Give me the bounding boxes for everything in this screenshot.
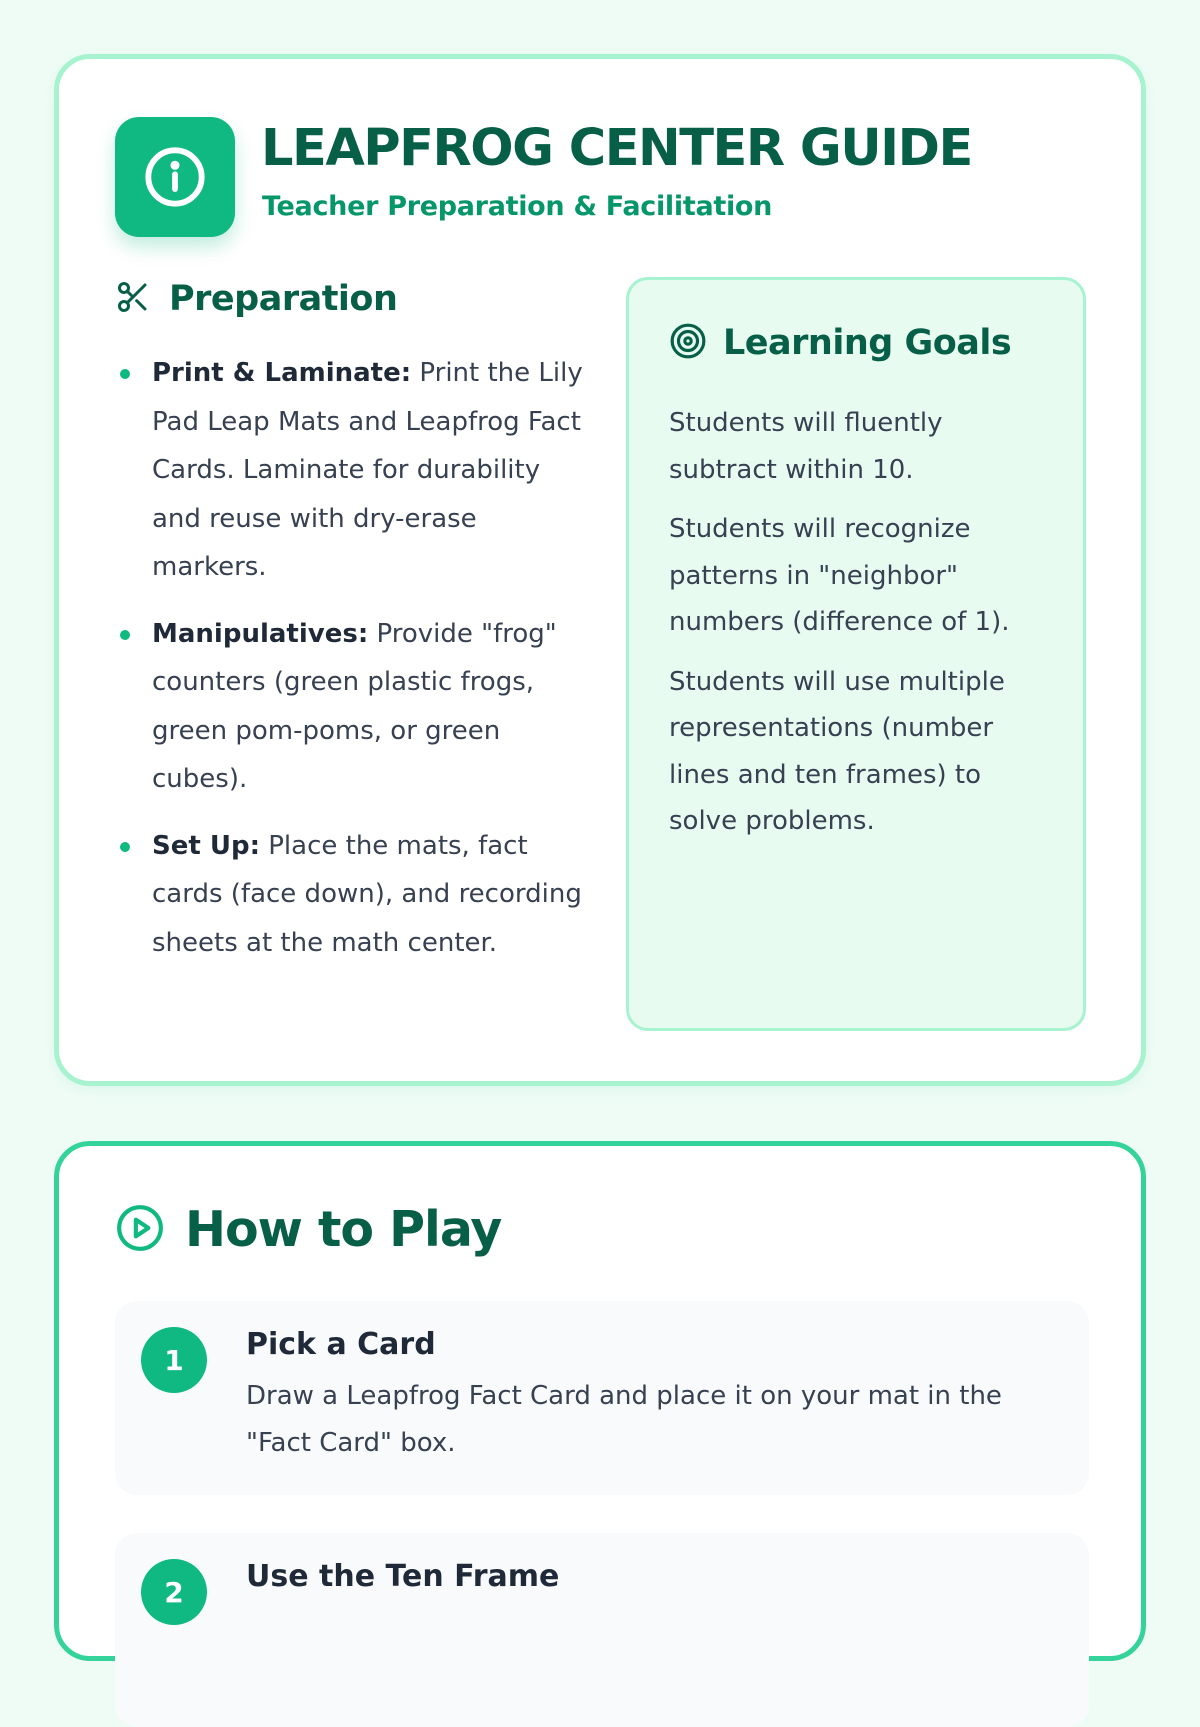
preparation-title: Preparation <box>169 279 398 319</box>
guide-card <box>54 54 1146 1086</box>
learning-goals-panel <box>626 277 1086 1031</box>
step-number: 2 <box>141 1559 207 1625</box>
scissors-icon <box>115 279 151 319</box>
item-text: Print the Lily Pad Leap Mats and Leapfrog Fact Cards. Laminate for durability and reuse with dry-erase markers. <box>152 358 583 582</box>
how-to-play-title: How to Play <box>185 1201 502 1258</box>
step-card <box>115 1301 1089 1495</box>
step-title: Use the Ten Frame <box>246 1559 560 1594</box>
step-number: 1 <box>141 1327 207 1393</box>
step-title: Pick a Card <box>246 1327 436 1362</box>
step-card <box>115 1533 1089 1727</box>
goal-item: Students will recognize patterns in "neighbor" numbers (difference of 1). <box>669 514 1010 637</box>
play-circle-icon <box>115 1203 165 1257</box>
page-title: LEAPFROG CENTER GUIDE <box>261 119 972 178</box>
page-subtitle: Teacher Preparation & Facilitation <box>262 191 773 222</box>
preparation-list <box>115 349 585 985</box>
item-text: Place the mats, fact cards (face down), and recording sheets at the math center. <box>152 830 582 958</box>
list-item <box>115 610 585 804</box>
item-label: Print & Laminate: <box>152 358 412 388</box>
list-item <box>115 822 585 968</box>
how-to-play-card <box>54 1141 1146 1661</box>
list-item <box>115 349 585 592</box>
learning-goals-title: Learning Goals <box>723 323 1012 363</box>
goal-item: Students will fluently subtract within 10. <box>669 408 943 485</box>
info-icon <box>115 117 235 237</box>
target-icon <box>669 322 707 364</box>
goal-item: Students will use multiple representations (number lines and ten frames) to solve problems. <box>669 666 1005 836</box>
item-label: Manipulatives: <box>152 618 369 649</box>
item-text: Provide "frog" counters (green plastic frogs, green pom-poms, or green cubes). <box>152 618 557 794</box>
step-description: Draw a Leapfrog Fact Card and place it on your mat in the "Fact Card" box. <box>246 1381 1002 1458</box>
preparation-heading <box>115 279 397 319</box>
learning-goals-list <box>669 400 1049 858</box>
how-to-play-heading <box>115 1201 501 1258</box>
item-label: Set Up: <box>152 830 260 861</box>
learning-goals-heading <box>669 322 1011 364</box>
